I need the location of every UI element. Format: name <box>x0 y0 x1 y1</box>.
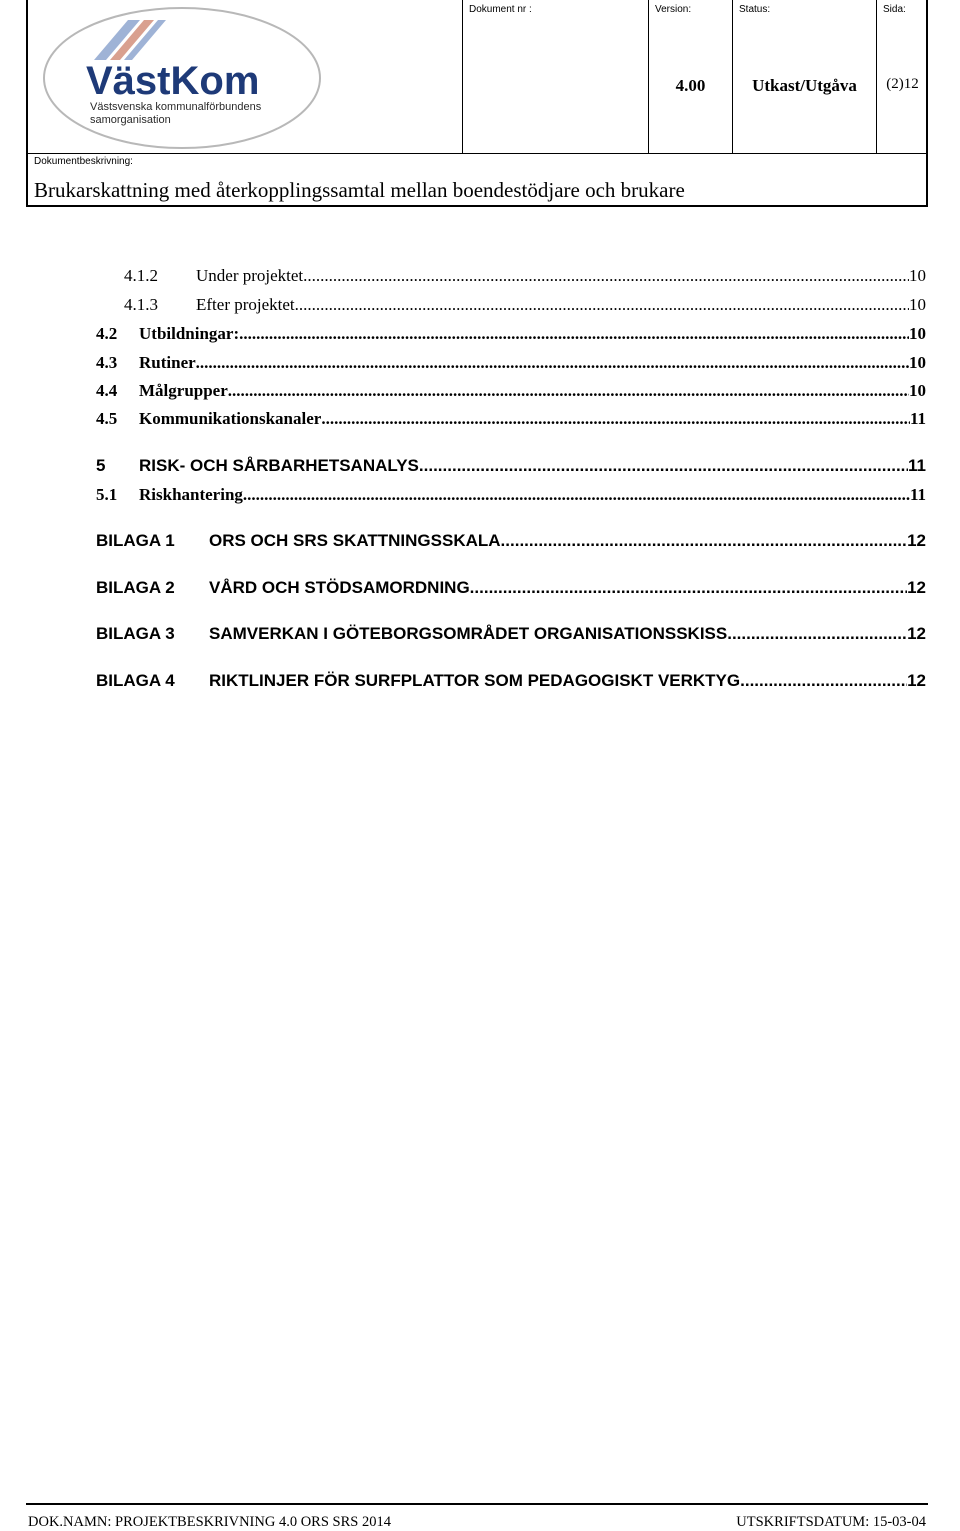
description-label: Dokumentbeskrivning: <box>34 156 133 167</box>
toc-page: 10 <box>909 353 926 372</box>
logo-line1: Västsvenska kommunalförbundens <box>90 101 262 113</box>
logo-line2: samorganisation <box>90 114 171 126</box>
footer-document-name: DOK.NAMN: PROJEKTBESKRIVNING 4.0 ORS SRS 2014 <box>28 1514 391 1530</box>
toc-title: SAMVERKAN I GÖTEBORGSOMRÅDET ORGANISATIONSSKISS <box>209 624 728 643</box>
document-nr-label: Dokument nr : <box>469 4 532 15</box>
toc-title: Under projektet <box>196 266 304 285</box>
footer-print-date: UTSKRIFTSDATUM: 15-03-04 <box>736 1514 926 1530</box>
toc-entry[interactable] <box>124 266 926 286</box>
toc-title: Målgrupper <box>139 381 228 400</box>
toc-leader <box>243 485 910 505</box>
toc-page: 10 <box>909 381 926 400</box>
toc-title: ORS OCH SRS SKATTNINGSSKALA <box>209 531 501 550</box>
toc-title: Efter projektet <box>196 295 295 314</box>
toc-leader <box>295 295 909 315</box>
toc-entry[interactable] <box>96 671 926 691</box>
toc-entry[interactable] <box>96 578 926 598</box>
toc-leader <box>239 324 909 344</box>
toc-title: Rutiner <box>139 353 196 372</box>
toc-leader <box>470 578 907 598</box>
toc-page: 11 <box>909 409 926 428</box>
toc-title: Riskhantering <box>139 485 243 504</box>
vastkom-logo <box>28 0 462 154</box>
document-header <box>26 0 928 207</box>
toc-entry[interactable] <box>96 324 926 344</box>
toc-number: BILAGA 4 <box>96 671 175 690</box>
header-divider <box>28 153 926 154</box>
toc-number: 4.1.3 <box>124 295 158 314</box>
logo-icon <box>36 2 336 154</box>
toc-title: RIKTLINJER FÖR SURFPLATTOR SOM PEDAGOGISKT VERKTYG <box>209 671 741 690</box>
toc-leader <box>419 456 908 476</box>
toc-page: 10 <box>909 324 926 343</box>
toc-leader <box>303 266 909 286</box>
toc-leader <box>228 381 909 401</box>
toc-leader <box>740 671 907 691</box>
version-cell <box>648 0 732 154</box>
toc-entry[interactable] <box>96 485 926 505</box>
toc-leader <box>501 531 908 551</box>
page-value: (2)12 <box>886 76 919 92</box>
toc-number: BILAGA 2 <box>96 578 175 597</box>
toc-number: 5 <box>96 456 106 475</box>
toc-number: 4.1.2 <box>124 266 158 285</box>
toc-page: 12 <box>907 624 926 643</box>
toc-entry[interactable] <box>96 456 926 476</box>
status-label: Status: <box>739 4 771 15</box>
status-value: Utkast/Utgåva <box>752 76 857 95</box>
toc-page: 12 <box>907 671 926 690</box>
toc-entry[interactable] <box>96 531 926 551</box>
toc-leader <box>321 409 910 429</box>
toc-page: 12 <box>907 531 926 550</box>
toc-number: 4.3 <box>96 353 118 372</box>
toc-leader <box>196 353 909 373</box>
toc-page: 11 <box>909 485 926 504</box>
toc-leader <box>727 624 907 644</box>
toc-number: BILAGA 3 <box>96 624 175 643</box>
toc-page: 12 <box>907 578 926 597</box>
version-label: Version: <box>655 4 692 15</box>
toc-page: 10 <box>909 266 926 285</box>
toc-number: 4.5 <box>96 409 118 428</box>
logo-brand: VästKom <box>86 59 260 103</box>
page-footer <box>26 1503 928 1530</box>
toc-entry[interactable] <box>96 381 926 401</box>
toc-entry[interactable] <box>96 624 926 644</box>
toc-number: 4.2 <box>96 324 118 343</box>
version-value: 4.00 <box>675 76 706 95</box>
toc-page: 11 <box>908 456 926 475</box>
toc-entry[interactable] <box>124 295 926 315</box>
toc-title: Kommunikationskanaler <box>139 409 322 428</box>
status-cell <box>732 0 876 154</box>
toc-page: 10 <box>909 295 926 314</box>
toc-title: VÅRD OCH STÖDSAMORDNING <box>209 578 470 597</box>
toc-entry[interactable] <box>96 409 926 429</box>
page-label: Sida: <box>883 4 906 15</box>
toc-number: BILAGA 1 <box>96 531 175 550</box>
document-nr-cell <box>462 0 648 154</box>
description-value: Brukarskattning med återkopplingssamtal mellan boendestödjare och brukare <box>34 178 685 202</box>
toc-title: RISK- OCH SÅRBARHETSANALYS <box>139 456 419 475</box>
toc-number: 4.4 <box>96 381 118 400</box>
toc-number: 5.1 <box>96 485 118 504</box>
toc-entry[interactable] <box>96 353 926 373</box>
toc-title: Utbildningar: <box>139 324 240 343</box>
page-cell <box>876 0 928 154</box>
